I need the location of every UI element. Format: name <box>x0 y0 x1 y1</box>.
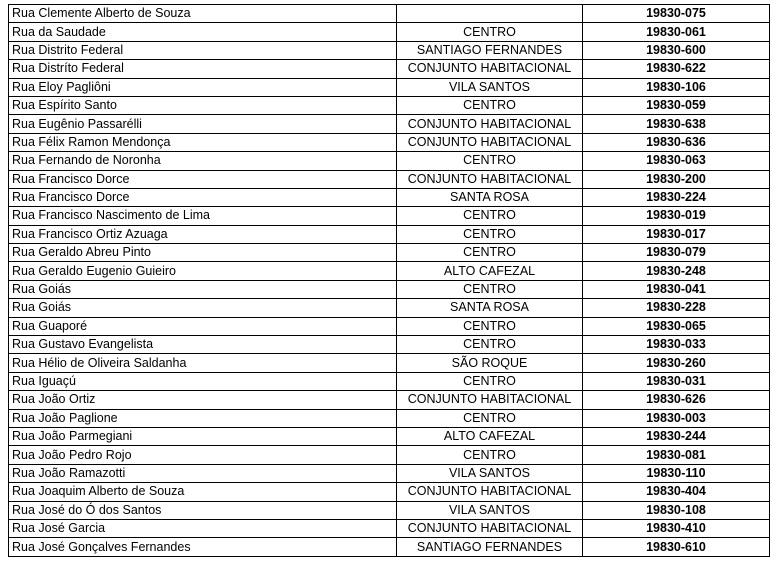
street-name-cell: Rua Eugênio Passarélli <box>9 115 397 133</box>
district-cell: CENTRO <box>397 96 583 114</box>
district-cell: SANTA ROSA <box>397 188 583 206</box>
cep-cell: 19830-075 <box>583 5 770 23</box>
street-cep-table <box>8 4 770 557</box>
district-cell: CONJUNTO HABITACIONAL <box>397 483 583 501</box>
table-row <box>9 538 770 556</box>
table-row <box>9 244 770 262</box>
district-cell: ALTO CAFEZAL <box>397 262 583 280</box>
table-row <box>9 336 770 354</box>
table-row <box>9 427 770 445</box>
table-row <box>9 409 770 427</box>
district-cell: CENTRO <box>397 372 583 390</box>
table-row <box>9 152 770 170</box>
table-row <box>9 5 770 23</box>
cep-cell: 19830-110 <box>583 464 770 482</box>
cep-cell: 19830-017 <box>583 225 770 243</box>
cep-cell: 19830-410 <box>583 519 770 537</box>
district-cell: CONJUNTO HABITACIONAL <box>397 391 583 409</box>
street-name-cell: Rua Geraldo Abreu Pinto <box>9 244 397 262</box>
table-row <box>9 78 770 96</box>
cep-cell: 19830-244 <box>583 427 770 445</box>
street-name-cell: Rua João Ortiz <box>9 391 397 409</box>
street-name-cell: Rua João Ramazotti <box>9 464 397 482</box>
district-cell: CENTRO <box>397 225 583 243</box>
cep-cell: 19830-003 <box>583 409 770 427</box>
district-cell: CONJUNTO HABITACIONAL <box>397 60 583 78</box>
street-name-cell: Rua Geraldo Eugenio Guieiro <box>9 262 397 280</box>
cep-cell: 19830-063 <box>583 152 770 170</box>
cep-cell: 19830-600 <box>583 41 770 59</box>
district-cell: CENTRO <box>397 280 583 298</box>
cep-cell: 19830-228 <box>583 299 770 317</box>
cep-cell: 19830-622 <box>583 60 770 78</box>
street-name-cell: Rua Francisco Dorce <box>9 188 397 206</box>
cep-cell: 19830-106 <box>583 78 770 96</box>
table-row <box>9 207 770 225</box>
street-name-cell: Rua Clemente Alberto de Souza <box>9 5 397 23</box>
district-cell: ALTO CAFEZAL <box>397 427 583 445</box>
street-name-cell: Rua José do Ó dos Santos <box>9 501 397 519</box>
cep-cell: 19830-065 <box>583 317 770 335</box>
table-row <box>9 446 770 464</box>
district-cell: CENTRO <box>397 23 583 41</box>
cep-cell: 19830-033 <box>583 336 770 354</box>
table-row <box>9 354 770 372</box>
table-row <box>9 501 770 519</box>
street-name-cell: Rua Fernando de Noronha <box>9 152 397 170</box>
district-cell: CENTRO <box>397 244 583 262</box>
cep-cell: 19830-081 <box>583 446 770 464</box>
table-row <box>9 225 770 243</box>
cep-cell: 19830-636 <box>583 133 770 151</box>
table-row <box>9 170 770 188</box>
street-name-cell: Rua da Saudade <box>9 23 397 41</box>
district-cell: CENTRO <box>397 152 583 170</box>
street-name-cell: Rua Francisco Nascimento de Lima <box>9 207 397 225</box>
district-cell: CENTRO <box>397 317 583 335</box>
street-name-cell: Rua Goiás <box>9 299 397 317</box>
street-name-cell: Rua Hélio de Oliveira Saldanha <box>9 354 397 372</box>
street-name-cell: Rua João Parmegiani <box>9 427 397 445</box>
district-cell: SANTA ROSA <box>397 299 583 317</box>
table-row <box>9 519 770 537</box>
district-cell: CONJUNTO HABITACIONAL <box>397 170 583 188</box>
district-cell: CENTRO <box>397 409 583 427</box>
street-name-cell: Rua Gustavo Evangelista <box>9 336 397 354</box>
cep-cell: 19830-638 <box>583 115 770 133</box>
district-cell: CENTRO <box>397 336 583 354</box>
table-row <box>9 280 770 298</box>
cep-cell: 19830-079 <box>583 244 770 262</box>
district-cell: VILA SANTOS <box>397 464 583 482</box>
district-cell: CENTRO <box>397 207 583 225</box>
cep-cell: 19830-108 <box>583 501 770 519</box>
district-cell: CONJUNTO HABITACIONAL <box>397 133 583 151</box>
street-name-cell: Rua Joaquim Alberto de Souza <box>9 483 397 501</box>
street-name-cell: Rua Francisco Ortiz Azuaga <box>9 225 397 243</box>
district-cell: SANTIAGO FERNANDES <box>397 41 583 59</box>
cep-cell: 19830-626 <box>583 391 770 409</box>
district-cell: CONJUNTO HABITACIONAL <box>397 519 583 537</box>
cep-cell: 19830-019 <box>583 207 770 225</box>
street-name-cell: Rua Félix Ramon Mendonça <box>9 133 397 151</box>
district-cell: VILA SANTOS <box>397 78 583 96</box>
street-name-cell: Rua Guaporé <box>9 317 397 335</box>
district-cell: SANTIAGO FERNANDES <box>397 538 583 556</box>
street-name-cell: Rua Goiás <box>9 280 397 298</box>
table-row <box>9 299 770 317</box>
table-row <box>9 133 770 151</box>
table-row <box>9 372 770 390</box>
cep-cell: 19830-059 <box>583 96 770 114</box>
street-name-cell: Rua Iguaçú <box>9 372 397 390</box>
cep-cell: 19830-404 <box>583 483 770 501</box>
cep-cell: 19830-031 <box>583 372 770 390</box>
cep-cell: 19830-260 <box>583 354 770 372</box>
cep-cell: 19830-248 <box>583 262 770 280</box>
table-row <box>9 483 770 501</box>
street-name-cell: Rua José Gonçalves Fernandes <box>9 538 397 556</box>
cep-cell: 19830-610 <box>583 538 770 556</box>
street-name-cell: Rua Espírito Santo <box>9 96 397 114</box>
street-name-cell: Rua Distrito Federal <box>9 41 397 59</box>
district-cell: SÃO ROQUE <box>397 354 583 372</box>
table-row <box>9 188 770 206</box>
street-name-cell: Rua Francisco Dorce <box>9 170 397 188</box>
street-name-cell: Rua João Pedro Rojo <box>9 446 397 464</box>
table-row <box>9 317 770 335</box>
street-name-cell: Rua Distríto Federal <box>9 60 397 78</box>
district-cell: VILA SANTOS <box>397 501 583 519</box>
table-row <box>9 60 770 78</box>
cep-cell: 19830-200 <box>583 170 770 188</box>
district-cell: CONJUNTO HABITACIONAL <box>397 115 583 133</box>
table-row <box>9 23 770 41</box>
cep-cell: 19830-224 <box>583 188 770 206</box>
table-body <box>9 5 770 557</box>
table-row <box>9 96 770 114</box>
street-name-cell: Rua João Paglione <box>9 409 397 427</box>
table-row <box>9 41 770 59</box>
table-row <box>9 464 770 482</box>
table-row <box>9 115 770 133</box>
street-name-cell: Rua Eloy Pagliôni <box>9 78 397 96</box>
street-name-cell: Rua José Garcia <box>9 519 397 537</box>
district-cell <box>397 5 583 23</box>
table-row <box>9 262 770 280</box>
district-cell: CENTRO <box>397 446 583 464</box>
cep-cell: 19830-041 <box>583 280 770 298</box>
table-row <box>9 391 770 409</box>
cep-cell: 19830-061 <box>583 23 770 41</box>
